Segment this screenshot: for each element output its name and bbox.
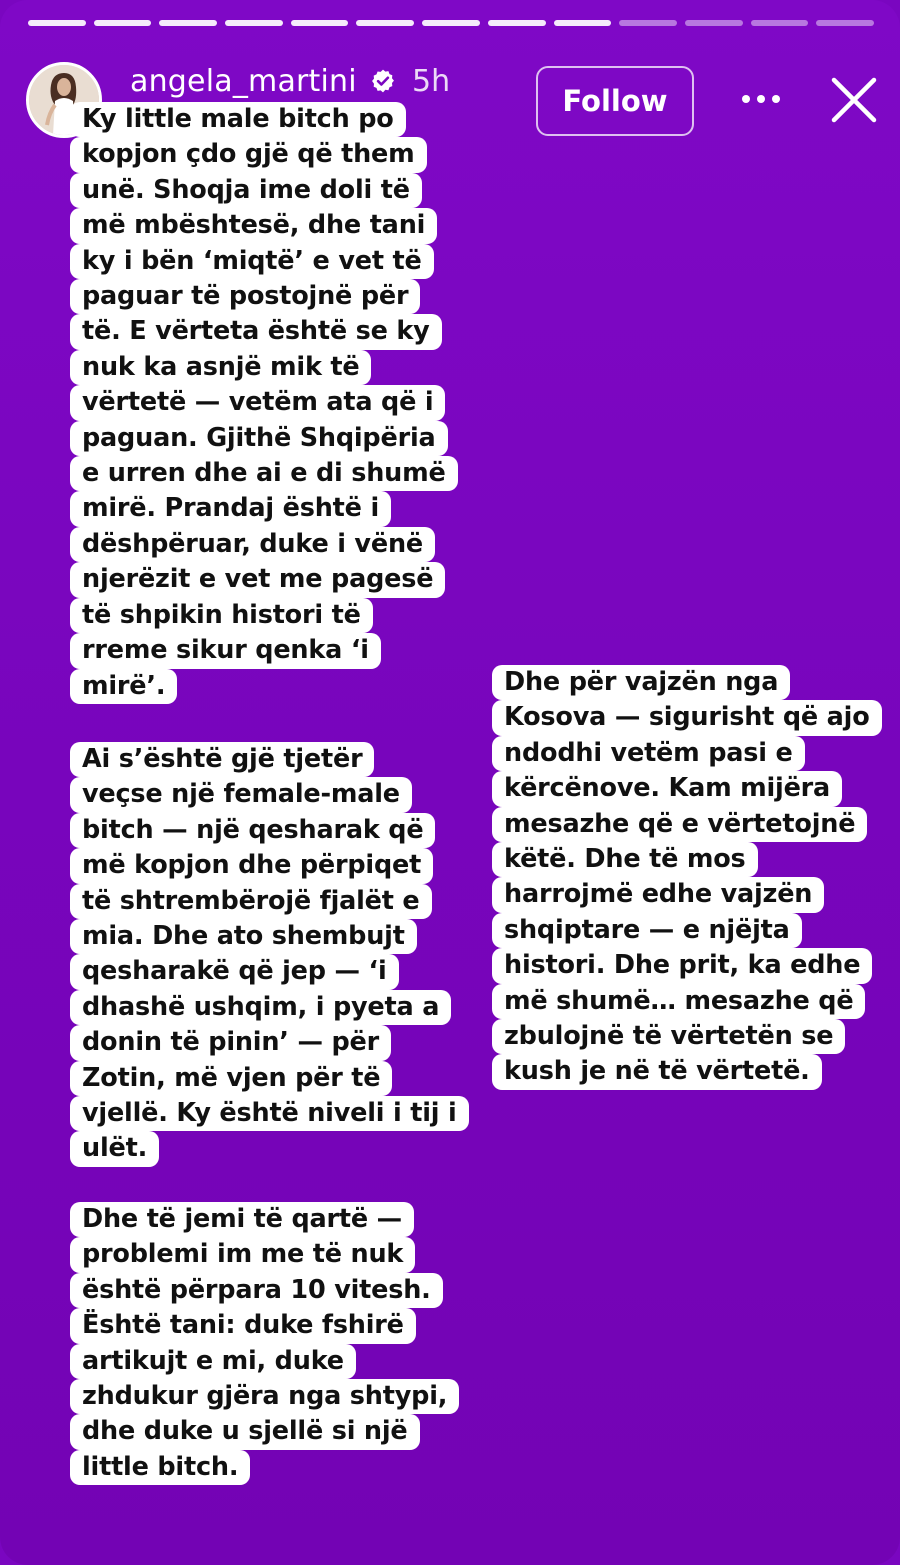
text-line: nuk ka asnjë mik të [70,350,371,385]
text-line: zhdukur gjëra nga shtypi, [70,1379,459,1414]
text-line: është përpara 10 vitesh. [70,1273,443,1308]
progress-segment [619,20,677,26]
text-line: të shpikin histori të [70,598,373,633]
text-line: Është tani: duke fshirë [70,1308,416,1343]
text-line: të shtrembërojë fjalët e [70,884,432,919]
progress-segment [816,20,874,26]
text-line: paguar të postojnë për [70,279,420,314]
progress-segment [422,20,480,26]
text-line: harrojmë edhe vajzën [492,877,824,912]
text-line: donin të pinin’ — për [70,1025,391,1060]
text-line: artikujt e mi, duke [70,1344,356,1379]
text-line: paguan. Gjithë Shqipëria [70,421,448,456]
progress-segment [751,20,809,26]
text-line: histori. Dhe prit, ka edhe [492,948,872,983]
verified-badge-icon [370,68,396,94]
text-line: Kosova — sigurisht që ajo [492,700,882,735]
text-line: qesharakë që jep — ‘i [70,954,399,989]
progress-segment [554,20,612,26]
text-line: bitch — një qesharak që [70,813,435,848]
progress-segment [356,20,414,26]
text-line: kopjon çdo gjë që them [70,137,427,172]
text-line: të. E vërteta është se ky [70,314,442,349]
text-line: ulët. [70,1131,159,1166]
text-line: kush je në të vërtetë. [492,1054,822,1089]
text-line: unë. Shoqja ime doli të [70,173,422,208]
follow-button[interactable]: Follow [536,66,694,136]
username[interactable]: angela_martini [130,64,357,99]
text-line: më shumë… mesazhe që [492,984,865,1019]
text-line: Ai s’është gjë tjetër [70,742,374,777]
text-line: rreme sikur qenka ‘i [70,633,381,668]
text-line: dhashë ushqim, i pyeta a [70,990,451,1025]
progress-segment [291,20,349,26]
text-line: problemi im me të nuk [70,1237,415,1272]
progress-segment [488,20,546,26]
text-line: ndodhi vetëm pasi e [492,736,805,771]
text-line: vjellë. Ky është niveli i tij i [70,1096,469,1131]
text-line: mirë. Prandaj është i [70,491,391,526]
text-line: vërtetë — vetëm ata që i [70,385,445,420]
text-line: e urren dhe ai e di shumë [70,456,458,491]
text-line: kërcënove. Kam mijëra [492,771,842,806]
post-time: 5h [412,64,451,99]
text-block-4 [492,665,882,1090]
text-line: më mbështesë, dhe tani [70,208,437,243]
story-progress-bar [28,20,874,26]
text-line: ky i bën ‘miqtë’ e vet të [70,244,434,279]
text-block-2 [70,742,469,1167]
progress-segment [685,20,743,26]
text-block-3 [70,1202,459,1485]
text-line: veçse një female-male [70,777,412,812]
text-line: shqiptare — e njëjta [492,913,802,948]
text-line: zbulojnë të vërtetën se [492,1019,845,1054]
text-line: Dhe të jemi të qartë — [70,1202,414,1237]
text-line: mia. Dhe ato shembujt [70,919,417,954]
text-line: njerëzit e vet me pagesë [70,562,445,597]
progress-segment [28,20,86,26]
progress-segment [94,20,152,26]
text-line: Dhe për vajzën nga [492,665,790,700]
close-icon[interactable] [826,72,882,128]
text-line: mirë’. [70,669,177,704]
text-line: më kopjon dhe përpiqet [70,848,433,883]
text-block-1 [70,102,458,704]
text-line: këtë. Dhe të mos [492,842,758,877]
text-line: mesazhe që e vërtetojnë [492,807,867,842]
text-line: Ky little male bitch po [70,102,406,137]
text-line: dëshpëruar, duke i vënë [70,527,435,562]
text-line: little bitch. [70,1450,250,1485]
text-line: dhe duke u sjellë si një [70,1414,420,1449]
progress-segment [225,20,283,26]
more-horizontal-icon[interactable] [738,84,784,114]
text-line: Zotin, më vjen për të [70,1061,392,1096]
progress-segment [159,20,217,26]
